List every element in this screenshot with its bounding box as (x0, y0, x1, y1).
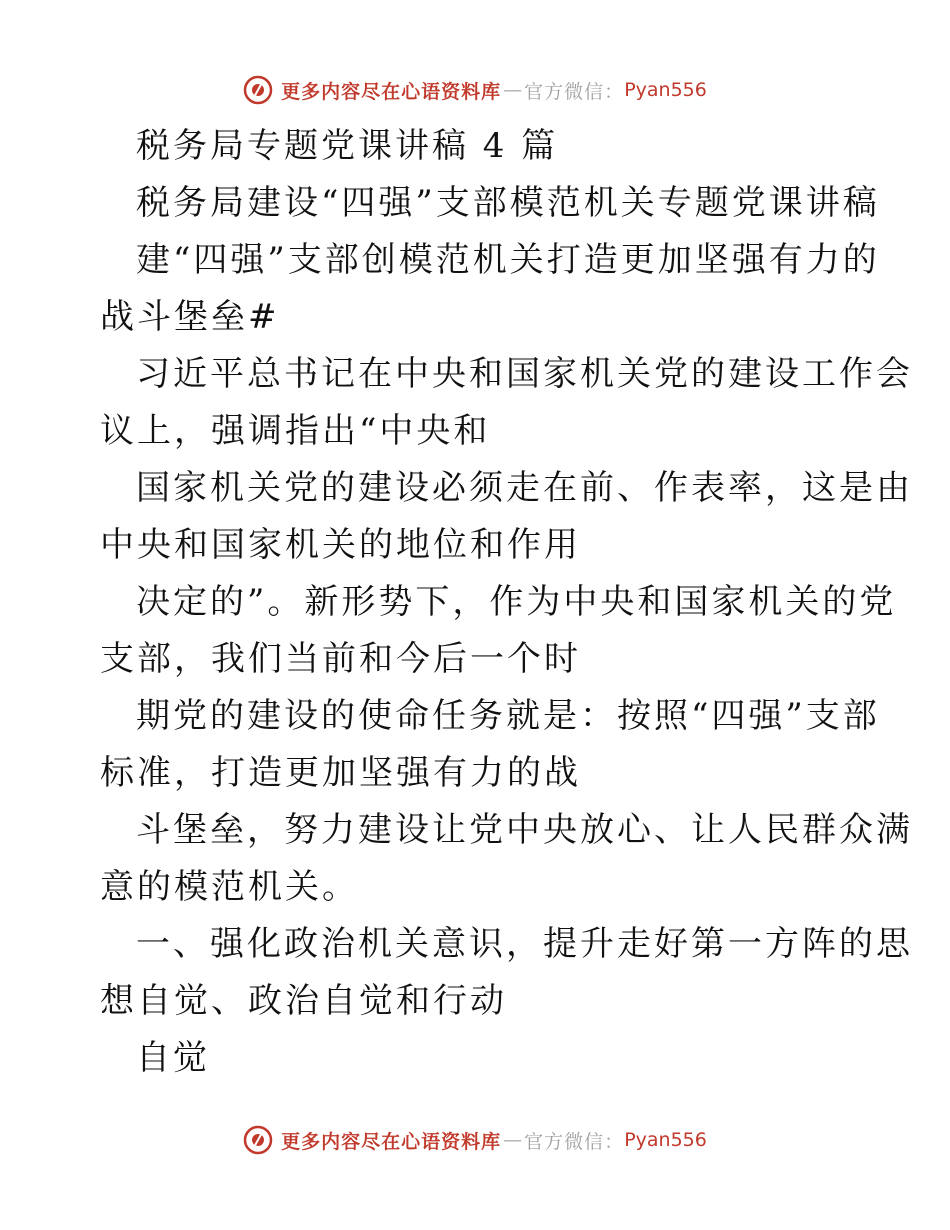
watermark-site-name: 更多内容尽在心语资料库 (281, 80, 502, 103)
text-line: 国家机关党的建设必须走在前、作表率，这是由 (136, 468, 913, 508)
text-line: 斗堡垒，努力建设让党中央放心、让人民群众满 (136, 810, 913, 850)
text-line: 习近平总书记在中央和国家机关党的建设工作会 (136, 354, 913, 394)
watermark-dash: — (503, 79, 523, 101)
watermark-site-name: 更多内容尽在心语资料库 (281, 1130, 502, 1153)
brand-logo-icon (243, 1125, 273, 1155)
footer-watermark (0, 1120, 950, 1160)
text-line: 议上，强调指出“中央和 (100, 411, 491, 451)
text-line: 意的模范机关。 (100, 867, 359, 907)
text-line: 期党的建设的使命任务就是：按照“四强”支部 (136, 696, 880, 736)
header-watermark (0, 70, 950, 110)
text-line: 决定的”。新形势下，作为中央和国家机关的党 (136, 582, 897, 622)
watermark-id: Pyan556 (624, 1129, 707, 1151)
text-line: 想自觉、政治自觉和行动 (100, 981, 507, 1021)
text-line: 中央和国家机关的地位和作用 (100, 525, 581, 565)
document-subtitle: 税务局建设“四强”支部模范机关专题党课讲稿 (136, 183, 880, 223)
watermark-label: 官方微信： (524, 80, 625, 103)
text-line: 自觉 (136, 1038, 210, 1078)
text-line: 支部，我们当前和今后一个时 (100, 639, 581, 679)
text-line: 建“四强”支部创模范机关打造更加坚强有力的 (136, 240, 880, 280)
document-body (100, 118, 913, 1087)
watermark-id: Pyan556 (624, 79, 707, 101)
watermark-dash: — (503, 1129, 523, 1151)
text-line: 标准，打造更加坚强有力的战 (100, 753, 581, 793)
section-heading: 一、强化政治机关意识，提升走好第一方阵的思 (136, 924, 913, 964)
text-line: 战斗堡垒# (100, 297, 280, 337)
brand-logo-icon (243, 75, 273, 105)
document-title: 税务局专题党课讲稿 4 篇 (136, 126, 559, 166)
watermark-label: 官方微信： (524, 1130, 625, 1153)
